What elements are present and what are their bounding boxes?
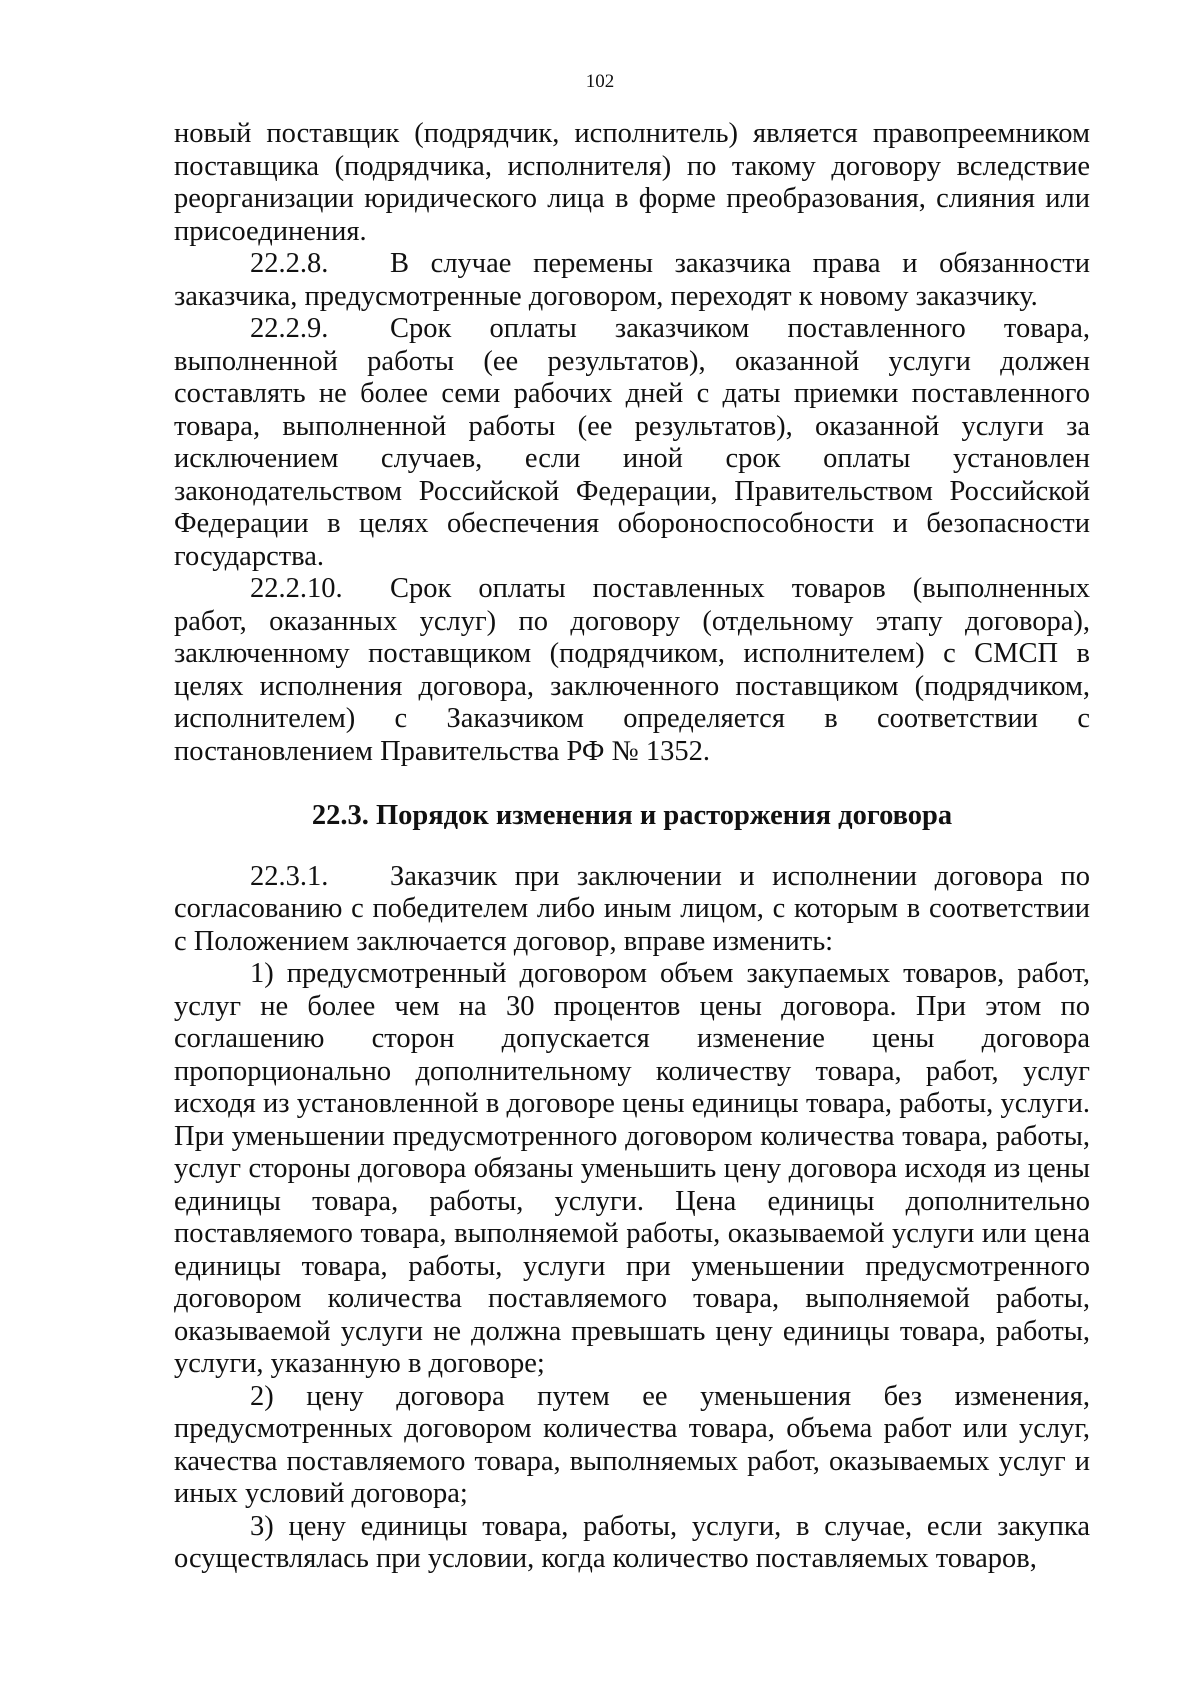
clause-22-2-8 [174, 248, 1090, 313]
list-item-3: 3) цену единицы товара, работы, услуги, в случае, если закупка осуществлялась при условии, когда количество поставляемых товаров, [174, 1510, 1090, 1574]
clause-22-2-10 [174, 573, 1090, 768]
clause-text: В случае перемены заказчика права и обязанности заказчика, предусмотренные договором, переходят к новому заказчику. [174, 248, 1090, 312]
clause-22-2-9 [174, 313, 1090, 573]
clause-number: 22.2.9. [250, 313, 329, 344]
clause-number: 22.2.8. [250, 248, 329, 279]
paragraph-continuation: новый поставщик (подрядчик, исполнитель) является правопреемником поставщика (подрядчика, исполнителя) по такому договору вследствие реорганизации юридического лица в форме преобразования, слияния или присоединения. [174, 118, 1090, 247]
clause-text: Срок оплаты заказчиком поставленного товара, выполненной работы (ее результатов), оказанной услуги должен составлять не более семи рабочих дней с даты приемки поставленного товара, выполненной работы (ее результатов), оказанной услуги за исключением случаев, если иной срок оплаты установлен законодательством Российской Федерации, Правительством Российской Федерации в целях обеспечения обороноспособности и безопасности государства. [174, 313, 1090, 572]
section-heading: 22.3. Порядок изменения и расторжения договора [311, 800, 953, 831]
list-item-2: 2) цену договора путем ее уменьшения без изменения, предусмотренных договором количества товара, объема работ или услуг, качества поставляемого товара, выполняемых работ, оказываемых услуг и иных условий договора; [174, 1380, 1090, 1509]
clause-22-3-1 [174, 861, 1090, 959]
clause-text: Заказчик при заключении и исполнении договора по согласованию с победителем либо иным лицом, с которым в соответствии с Положением заключается договор, вправе изменить: [174, 860, 1090, 957]
clause-text: Срок оплаты поставленных товаров (выполненных работ, оказанных услуг) по договору (отдельному этапу договора), заключенному поставщиком (подрядчиком, исполнителем) с СМСП в целях исполнения договора, заключенного поставщиком (подрядчиком, исполнителем) с Заказчиком определяется в соответствии с постановлением Правительства РФ № 1352. [174, 573, 1090, 767]
list-item-1: 1) предусмотренный договором объем закупаемых товаров, работ, услуг не более чем на 30 процентов цены договора. При этом по соглашению сторон допускается изменение цены договора пропорционально дополнительному количеству товара, работ, услуг исходя из установленной в договоре цены единицы товара, работы, услуги. При уменьшении предусмотренного договором количества товара, работы, услуг стороны договора обязаны уменьшить цену договора исходя из цены единицы товара, работы, услуги. Цена единицы дополнительно поставляемого товара, выполняемой работы, оказываемой услуги или цена единицы товара, работы, услуги при уменьшении предусмотренного договором количества поставляемого товара, выполняемой работы, оказываемой услуги не должна превышать цену единицы товара, работы, услуги, указанную в договоре; [174, 958, 1090, 1379]
document-body [174, 118, 1090, 1576]
page-number: 102 [585, 71, 615, 92]
clause-number: 22.3.1. [250, 860, 329, 892]
clause-number: 22.2.10. [250, 573, 343, 604]
